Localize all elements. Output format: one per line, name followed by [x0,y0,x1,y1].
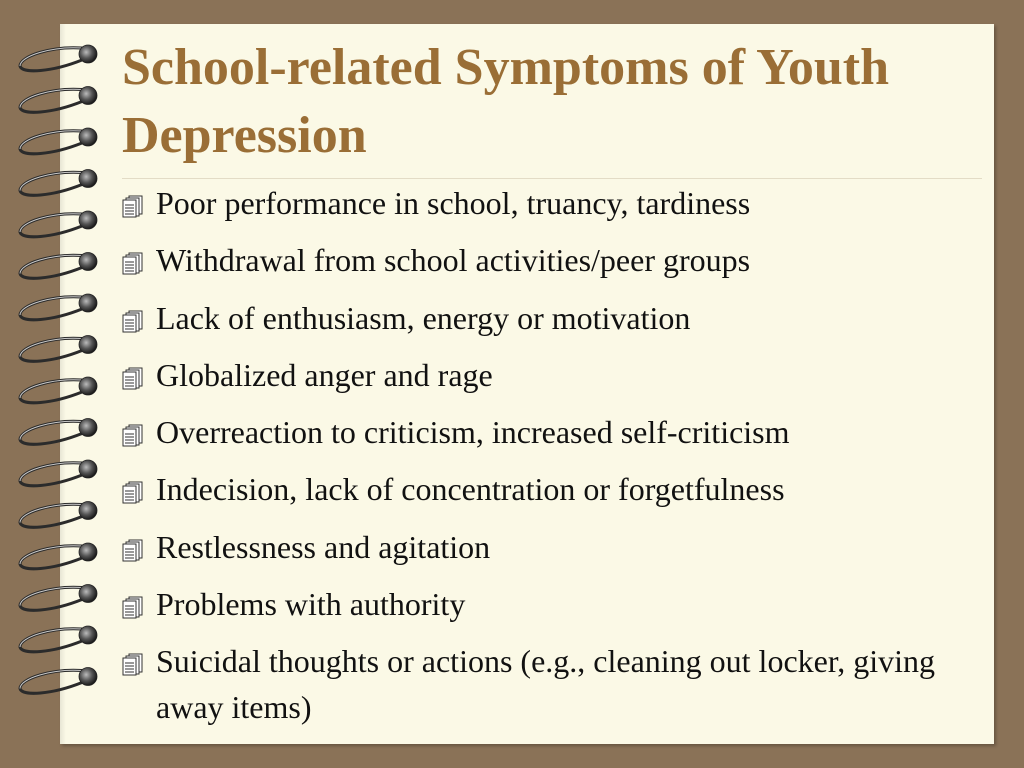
spiral-ring-icon [20,336,97,362]
list-item [122,581,982,627]
list-item-text: Withdrawal from school activities/peer groups [156,242,751,279]
list-item-text: Indecision, lack of concentration or forgetfulness [156,471,785,508]
spiral-ring-icon [20,419,97,445]
list-item-text: Problems with authority [156,586,466,623]
notepad-icon [122,409,156,455]
list-item-text: Restlessness and agitation [156,528,491,565]
list-item-text: Globalized anger and rage [156,356,493,393]
notepad-icon [122,237,156,283]
list-item-text: Lack of enthusiasm, energy or motivation [156,299,691,336]
list-item [122,180,982,226]
spiral-ring-icon [20,668,97,694]
symptom-list [122,180,982,742]
notepad-icon [122,466,156,512]
spiral-ring-icon [20,170,97,196]
spiral-ring-icon [20,377,97,403]
slide-title: School-related Symptoms of Youth Depression [122,39,890,164]
list-item [122,524,982,570]
notepad-icon [122,524,156,570]
notepad-icon [122,581,156,627]
notepad-icon [122,352,156,398]
spiral-binding [12,36,112,736]
notepad-icon [122,638,156,684]
spiral-ring-icon [20,626,97,652]
list-item [122,466,982,512]
list-item [122,237,982,283]
title-divider [122,178,982,179]
notepad-icon [122,180,156,226]
list-item-text: Overreaction to criticism, increased self-criticism [156,414,790,451]
notepad-icon [122,295,156,341]
spiral-ring-icon [20,87,97,113]
spiral-ring-icon [20,128,97,154]
spiral-ring-icon [20,211,97,237]
list-item [122,638,982,730]
list-item-text: Suicidal thoughts or actions (e.g., cleaning out locker, giving away items) [156,643,935,726]
spiral-ring-icon [20,253,97,279]
list-item [122,352,982,398]
spiral-ring-icon [20,294,97,320]
list-item-text: Poor performance in school, truancy, tardiness [156,185,751,221]
spiral-ring-icon [20,543,97,569]
list-item [122,409,982,455]
spiral-ring-icon [20,502,97,528]
spiral-ring-icon [20,460,97,486]
spiral-ring-icon [20,585,97,611]
list-item [122,295,982,341]
spiral-ring-icon [20,45,97,71]
